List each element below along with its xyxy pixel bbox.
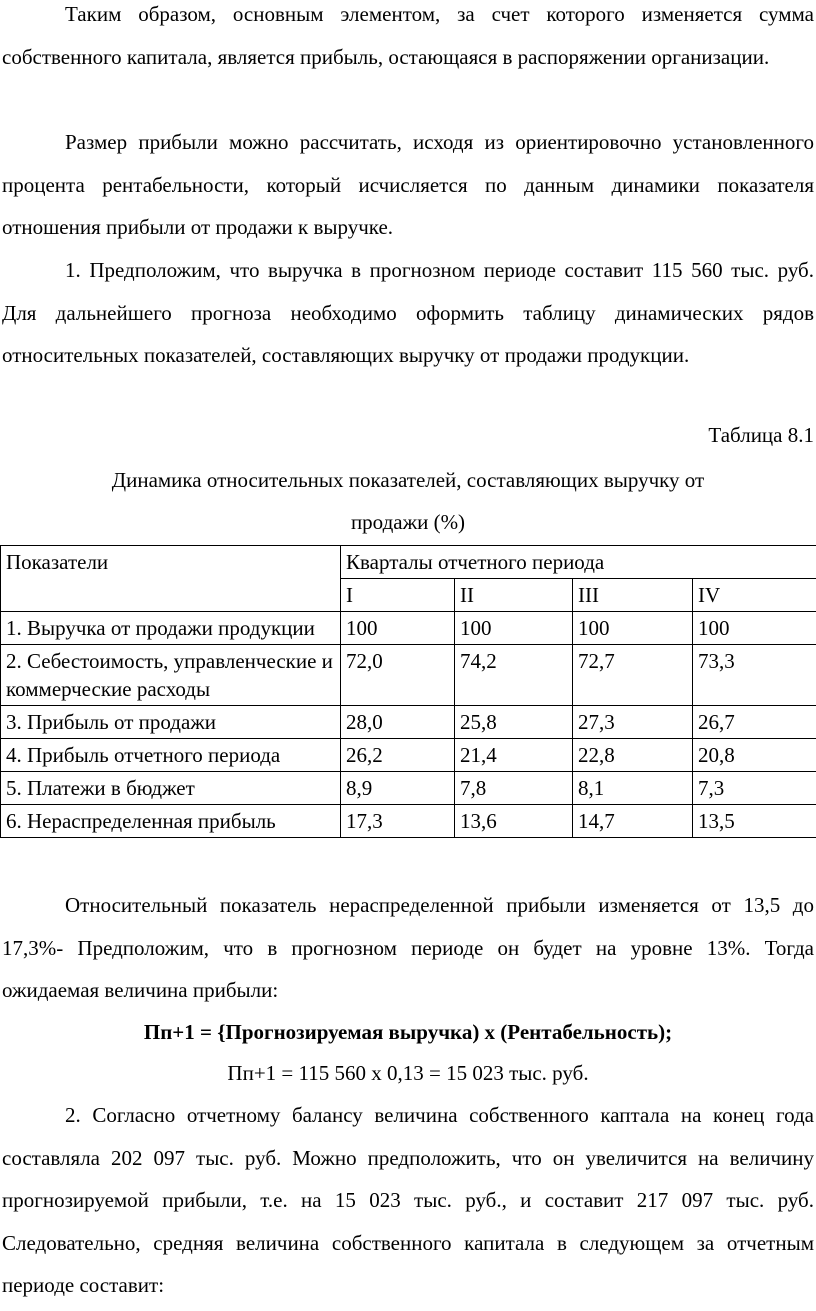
table-row — [1, 645, 816, 706]
dynamics-table — [0, 545, 816, 838]
row-label: 6. Нераспределенная прибыль — [1, 805, 341, 838]
table-row — [1, 772, 816, 805]
cell: 21,4 — [455, 739, 573, 772]
paragraph-1: Таким образом, основным элементом, за счет которого изменяется сумма собственного капитала, является прибыль, остающаяся в распоряжении организации. — [2, 2, 814, 69]
formula-calc: Пп+1 = 115 560 х 0,13 = 15 023 тыс. руб. — [227, 1061, 589, 1085]
paragraph-2: Размер прибыли можно рассчитать, исходя из ориентировочно установленного процента рентабельности, который исчисляется по данным динамики показателя отношения прибыли от продажи к выручке. — [2, 130, 814, 239]
cell: 22,8 — [573, 739, 693, 772]
cell: 100 — [341, 612, 455, 645]
cell: 8,1 — [573, 772, 693, 805]
row-label: 2. Себестоимость, управленческие и коммерческие расходы — [1, 645, 341, 706]
cell: 27,3 — [573, 706, 693, 739]
table-row — [1, 805, 816, 838]
table-row — [1, 612, 816, 645]
cell: 100 — [693, 612, 816, 645]
formula-bold: Пп+1 = {Прогнозируемая выручка) х (Рентабельность); — [143, 1020, 673, 1044]
cell: 28,0 — [341, 706, 455, 739]
cell: 25,8 — [455, 706, 573, 739]
table-header-row — [1, 546, 816, 579]
table-row — [1, 706, 816, 739]
cell: 17,3 — [341, 805, 455, 838]
cell: 14,7 — [573, 805, 693, 838]
cell: 72,7 — [573, 645, 693, 706]
cell: 8,9 — [341, 772, 455, 805]
cell: 7,3 — [693, 772, 816, 805]
table-title-line-2: продажи (%) — [350, 510, 466, 534]
cell: 72,0 — [341, 645, 455, 706]
cell: 74,2 — [455, 645, 573, 706]
header-indicators: Показатели — [1, 546, 341, 612]
table-row — [1, 739, 816, 772]
row-label: 3. Прибыль от продажи — [1, 706, 341, 739]
row-label: 5. Платежи в бюджет — [1, 772, 341, 805]
header-quarters: Кварталы отчетного периода — [341, 546, 816, 579]
row-label: 4. Прибыль отчетного периода — [1, 739, 341, 772]
quarter-4: IV — [693, 579, 816, 612]
table-title-line-1: Динамика относительных показателей, составляющих выручку от — [111, 468, 705, 492]
cell: 13,6 — [455, 805, 573, 838]
paragraph-5: 2. Согласно отчетному балансу величина собственного каптала на конец года составляла 202 097 тыс. руб. Можно предположить, что он увеличится на величину прогнозируемой прибыли, т.е. на 15 023 тыс. руб., и составит 217 097 тыс. руб. Следовательно, средняя величина собственного капитала в следующем за отчетным периоде составит: — [2, 1103, 814, 1297]
cell: 13,5 — [693, 805, 816, 838]
cell: 73,3 — [693, 645, 816, 706]
quarter-1: I — [341, 579, 455, 612]
cell: 26,7 — [693, 706, 816, 739]
cell: 26,2 — [341, 739, 455, 772]
quarter-2: II — [455, 579, 573, 612]
cell: 100 — [455, 612, 573, 645]
paragraph-4: Относительный показатель нераспределенной прибыли изменяется от 13,5 до 17,3%- Предположим, что в прогнозном периоде он будет на уровне 13%. Тогда ожидаемая величина прибыли: — [2, 893, 814, 1002]
cell: 100 — [573, 612, 693, 645]
cell: 20,8 — [693, 739, 816, 772]
row-label: 1. Выручка от продажи продукции — [1, 612, 341, 645]
table-number: Таблица 8.1 — [708, 423, 814, 447]
paragraph-3: 1. Предположим, что выручка в прогнозном периоде составит 115 560 тыс. руб. Для дальнейшего прогноза необходимо оформить таблицу динамических рядов относительных показателей, составляющих выручку от продажи продукции. — [2, 258, 814, 367]
cell: 7,8 — [455, 772, 573, 805]
quarter-3: III — [573, 579, 693, 612]
